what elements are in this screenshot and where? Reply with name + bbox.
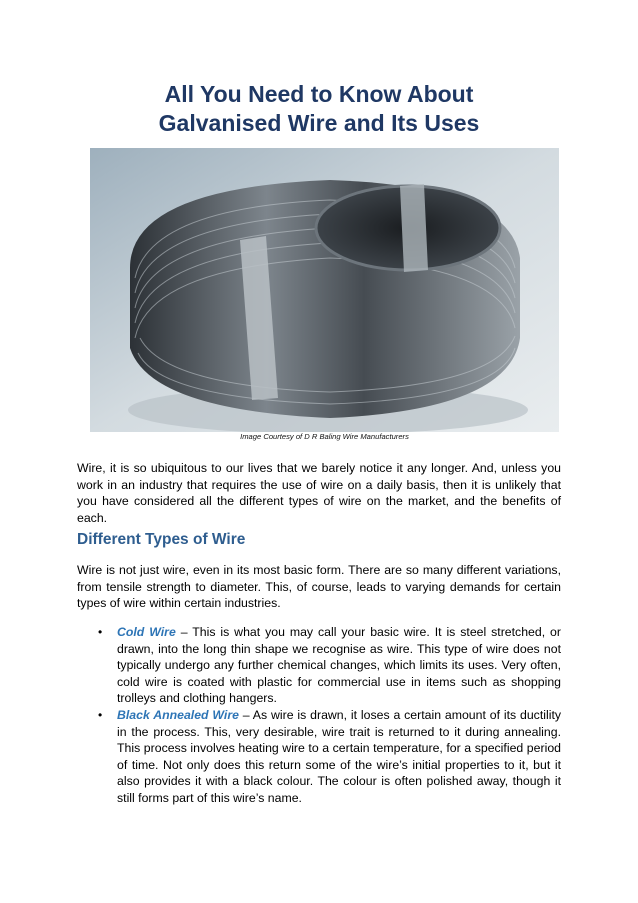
title-line-1: All You Need to Know About: [164, 81, 474, 107]
page-title: [60, 80, 578, 138]
section-heading: Different Types of Wire: [77, 531, 246, 548]
intro-paragraph: Wire, it is so ubiquitous to our lives that we barely notice it any longer. And, unless you work in an industry that requires the use of wire on a daily basis, then it is unlikely that you have considered all the different types of wire on the market, and the benefits of each.: [77, 461, 561, 525]
list-item: [77, 707, 561, 807]
list-item: [77, 624, 561, 707]
bullet-icon: •: [98, 625, 103, 639]
bullet-term: Black Annealed Wire: [117, 707, 239, 722]
bullet-text: – This is what you may call your basic wire. It is steel stretched, or drawn, into the long thin shape we recognise as wire. This type of wire does not typically undergo any further chemical changes, which limits its uses. Very often, cold wire is coated with plastic for commercial use in items such as shopping trolleys and clothing hangers.: [117, 625, 561, 706]
bullet-icon: •: [98, 707, 103, 722]
bullet-text: – As wire is drawn, it loses a certain amount of its ductility in the process. This, very desirable, wire trait is returned to it during annealing. This process involves heating wire to a certain temperature, for a specified period of time. Not only does this return some of the wire’s initial properties to it, but it also provides it with a black colour. The colour is often polished away, though it still forms part of this wire’s name.: [117, 707, 562, 805]
image-caption: Image Courtesy of D R Baling Wire Manufacturers: [240, 432, 409, 441]
section-intro-paragraph: Wire is not just wire, even in its most basic form. There are so many different variations, from tensile strength to diameter. This, of course, leads to varying demands for certain types of wire within certain industries.: [77, 563, 561, 611]
wire-types-list: [77, 624, 561, 807]
bullet-term: Cold Wire: [117, 625, 176, 639]
wire-coil-photo: [90, 148, 559, 432]
title-line-2: Galvanised Wire and Its Uses: [158, 110, 480, 136]
